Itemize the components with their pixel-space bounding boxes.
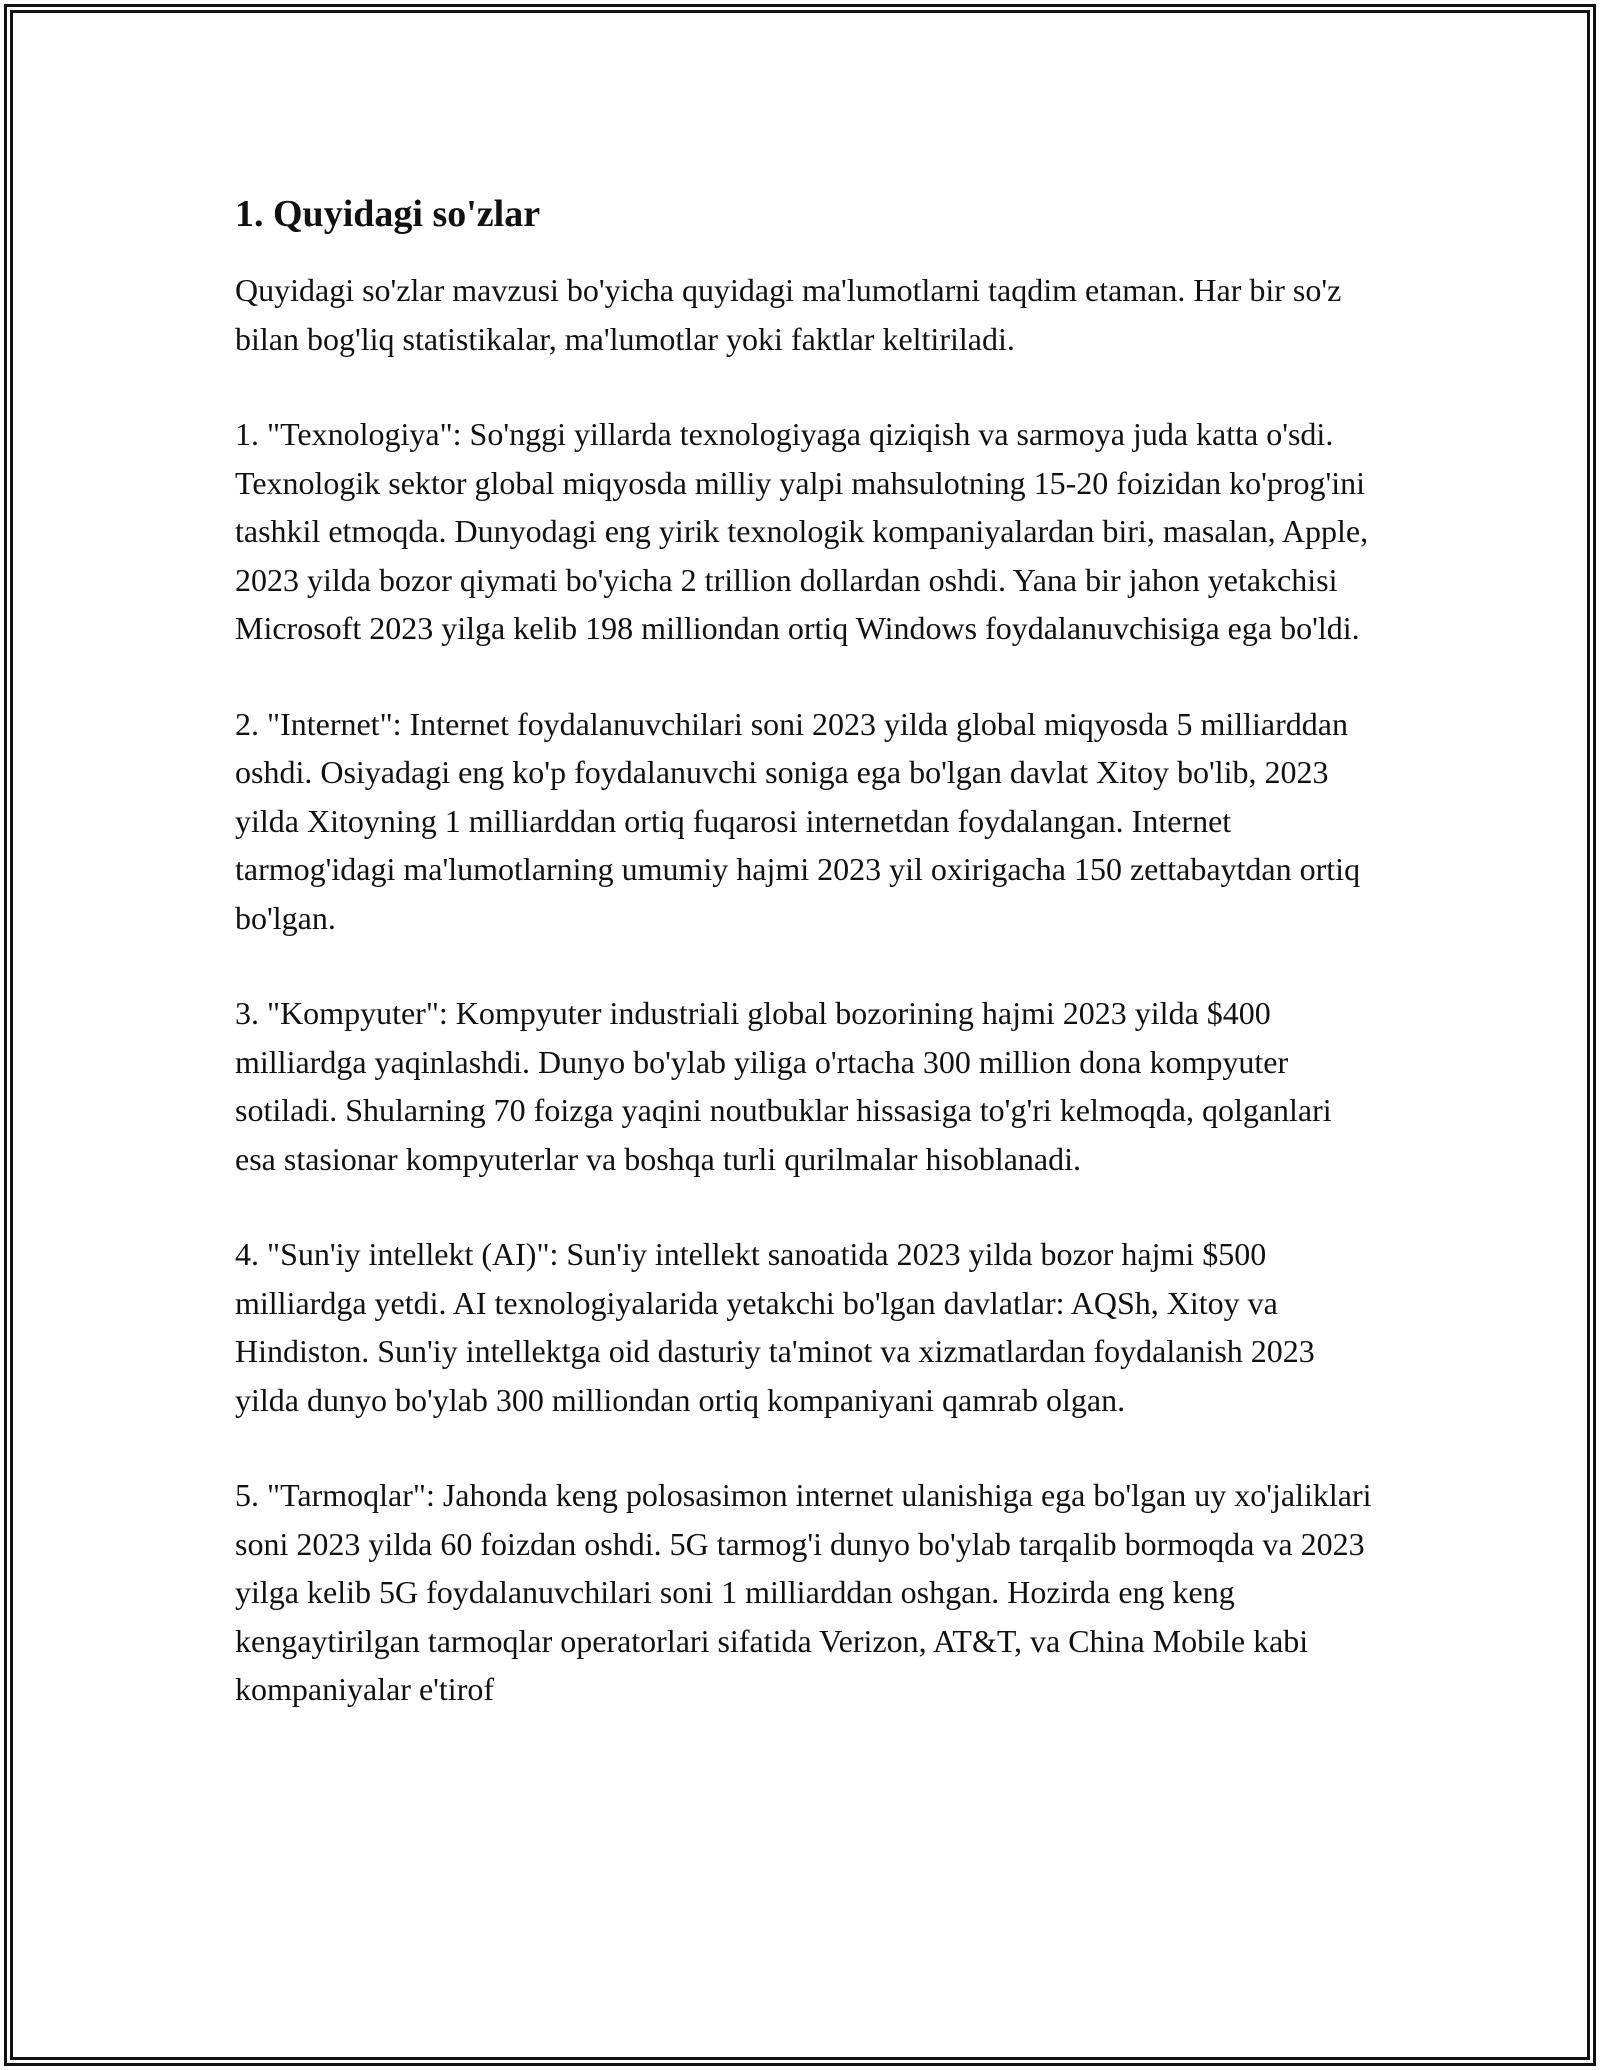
intro-paragraph: Quyidagi so'zlar mavzusi bo'yicha quyidagi ma'lumotlarni taqdim etaman. Har bir so'z bilan bog'liq statistikalar, ma'lumotlar yoki faktlar keltiriladi. xyxy=(235,272,1342,357)
document-body xyxy=(235,190,1375,1714)
section-tarmoqlar: 5. "Tarmoqlar": Jahonda keng polosasimon internet ulanishiga ega bo'lgan uy xo'jaliklari soni 2023 yilda 60 foizdan oshdi. 5G tarmog'i dunyo bo'ylab tarqalib bormoqda va 2023 yilga kelib 5G foydalanuvchilari soni 1 milliarddan oshgan. Hozirda eng keng kengaytirilgan tarmoqlar operatorlari sifatida Verizon, AT&T, va China Mobile kabi kompaniyalar e'tirof xyxy=(235,1477,1372,1707)
section-internet: 2. "Internet": Internet foydalanuvchilari soni 2023 yilda global miqyosda 5 milliarddan oshdi. Osiyadagi eng ko'p foydalanuvchi soniga ega bo'lgan davlat Xitoy bo'lib, 2023 yilda Xitoyning 1 milliarddan ortiq fuqarosi internetdan foydalangan. Internet tarmog'idagi ma'lumotlarning umumiy hajmi 2023 yil oxirigacha 150 zettabaytdan ortiq bo'lgan. xyxy=(235,705,1361,936)
section-texnologiya: 1. "Texnologiya": So'nggi yillarda texnologiyaga qiziqish va sarmoya juda katta o'sdi. Texnologik sektor global miqyosda milliy yalpi mahsulotning 15-20 foizidan ko'prog'ini tashkil etmoqda. Dunyodagi eng yirik texnologik kompaniyalardan biri, masalan, Apple, 2023 yilda bozor qiymati bo'yicha 2 trillion dollardan oshdi. Yana bir jahon yetakchisi Microsoft 2023 yilga kelib 198 milliondan ortiq Windows foydalanuvchisiga ega bo'ldi. xyxy=(235,416,1369,646)
section-suniy-intellekt: 4. "Sun'iy intellekt (AI)": Sun'iy intellekt sanoatida 2023 yilda bozor hajmi $500 milliardga yetdi. AI texnologiyalarida yetakchi bo'lgan davlatlar: AQSh, Xitoy va Hindiston. Sun'iy intellektga oid dasturiy ta'minot va xizmatlardan foydalanish 2023 yilda dunyo bo'ylab 300 milliondan ortiq kompaniyani qamrab olgan. xyxy=(235,1236,1315,1418)
section-kompyuter: 3. "Kompyuter": Kompyuter industriali global bozorining hajmi 2023 yilda $400 milliardga yaqinlashdi. Dunyo bo'ylab yiliga o'rtacha 300 million dona kompyuter sotiladi. Shularning 70 foizga yaqini noutbuklar hissasiga to'g'ri kelmoqda, qolganlari esa stasionar kompyuterlar va boshqa turli qurilmalar hisoblanadi. xyxy=(235,995,1332,1177)
document-title: 1. Quyidagi so'zlar xyxy=(235,193,541,235)
